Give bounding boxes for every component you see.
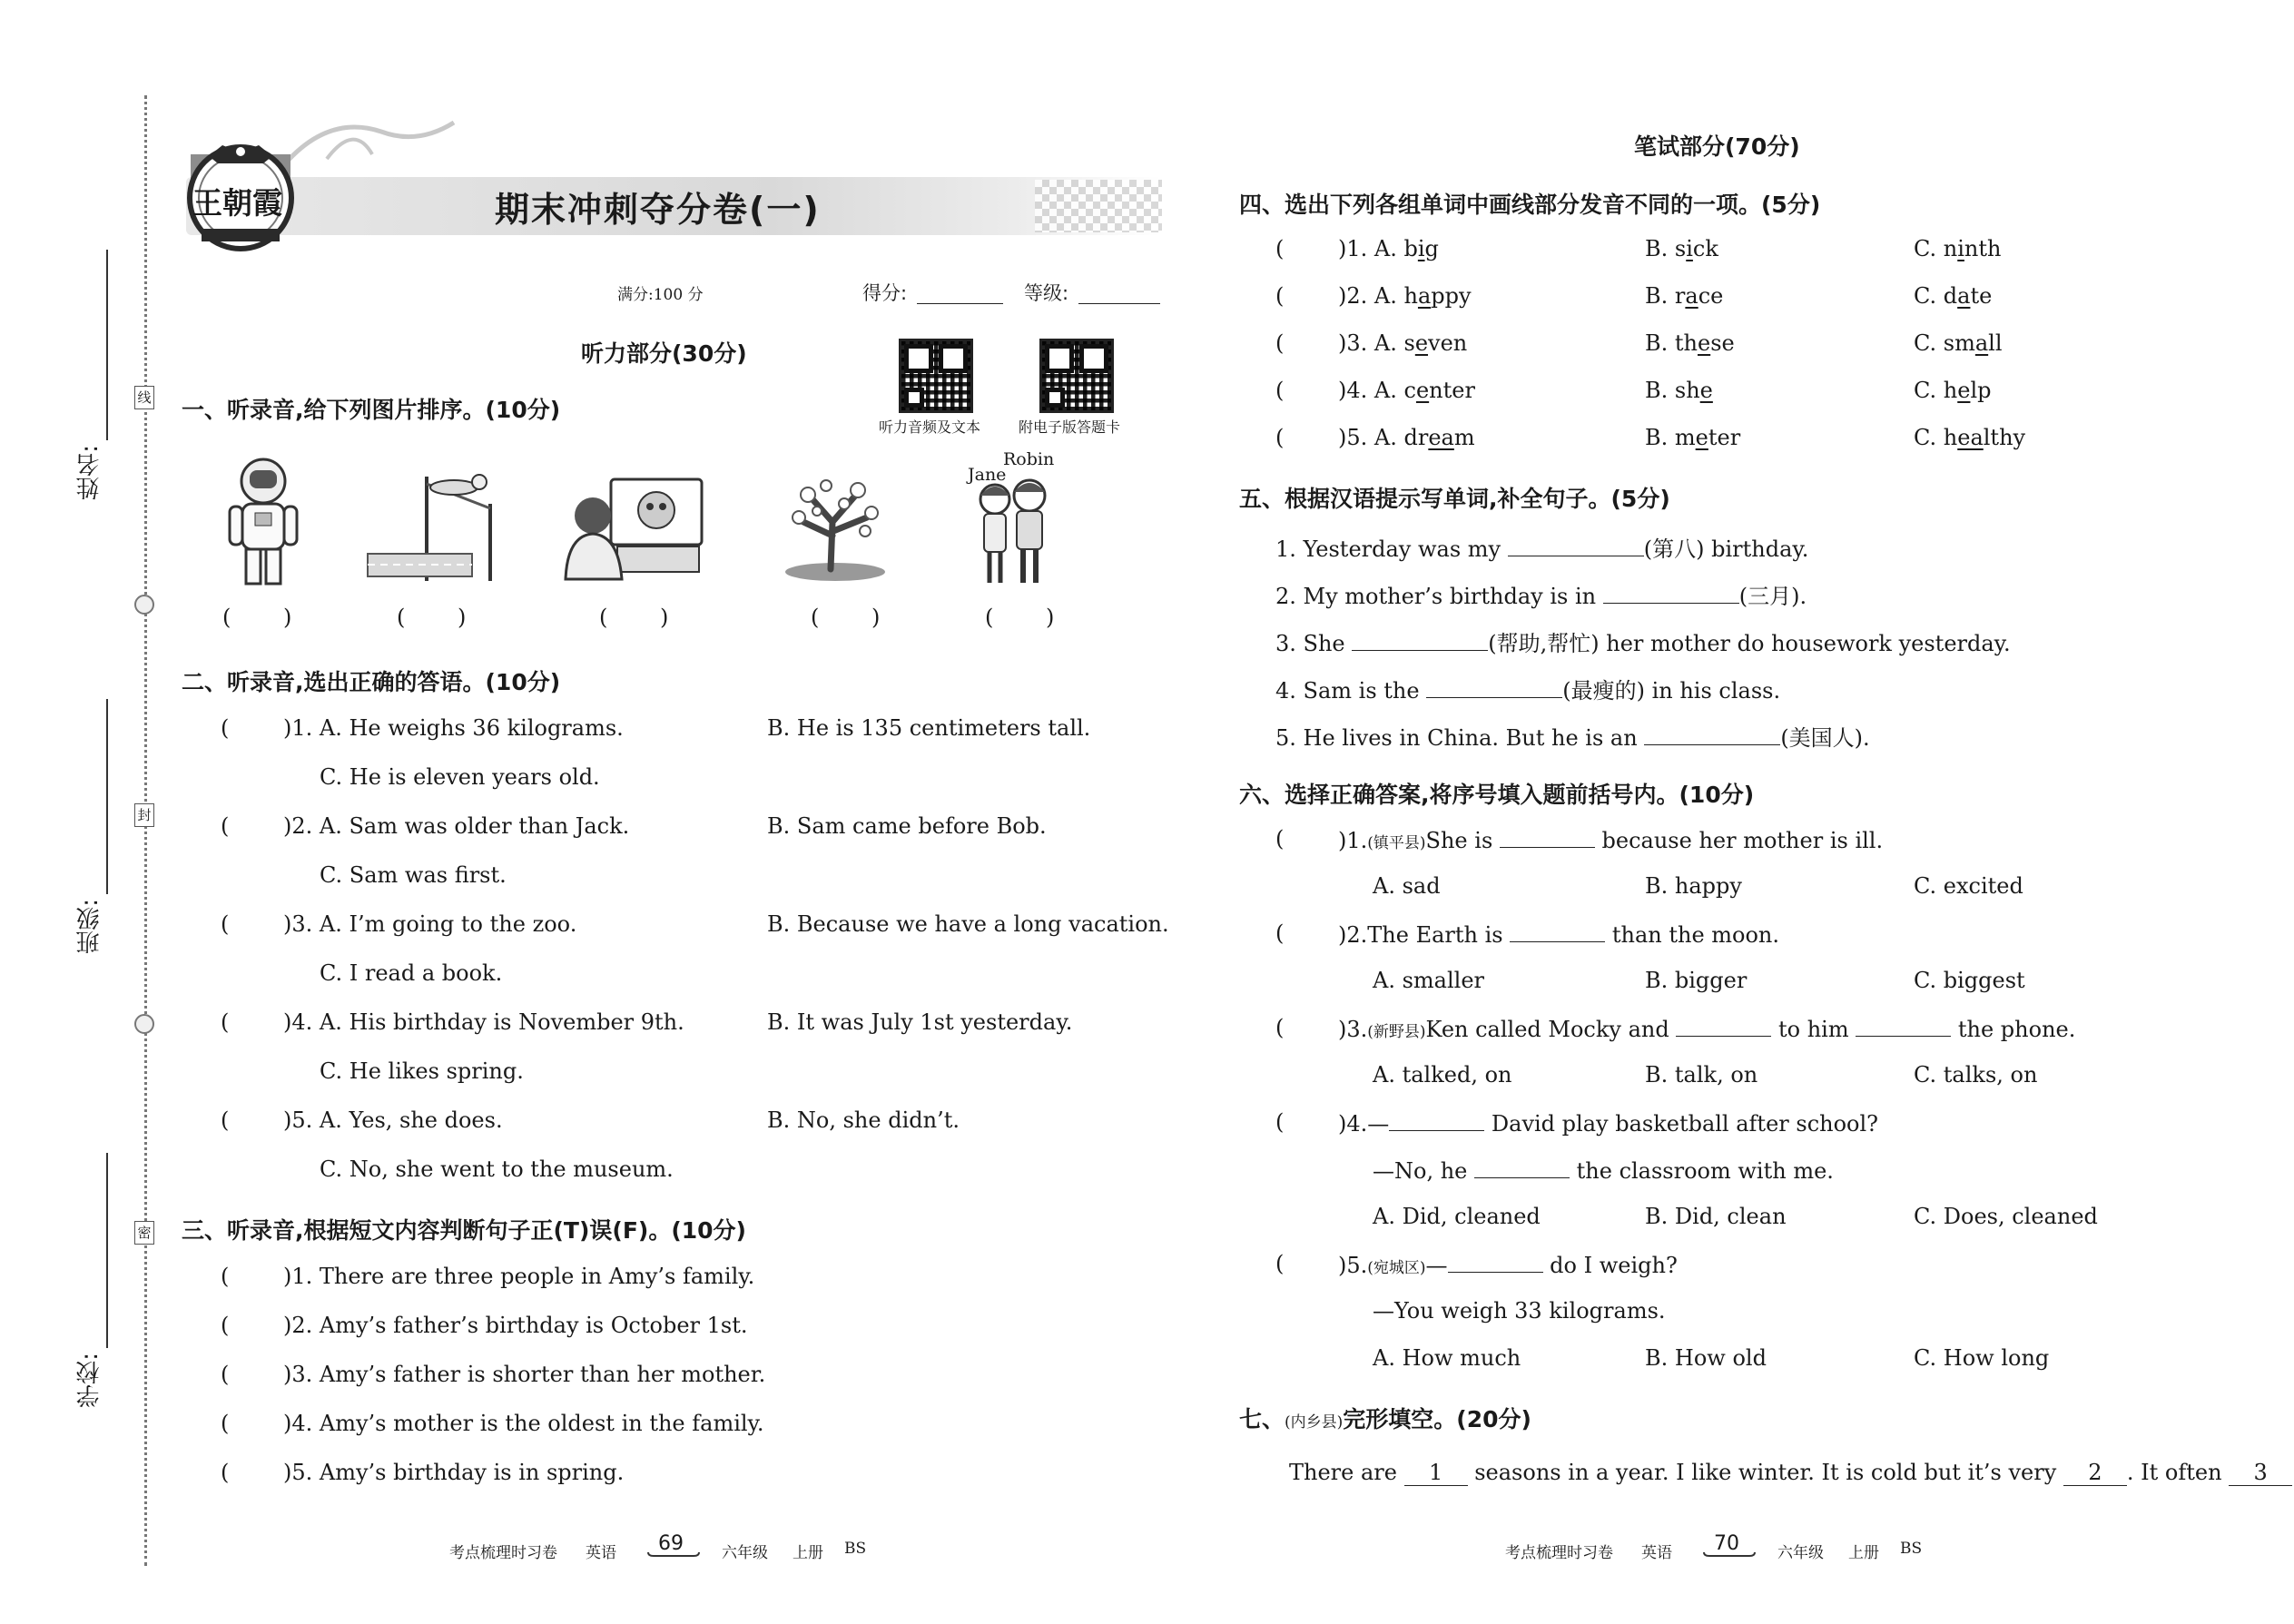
class-label: 班级: <box>76 899 103 954</box>
answer-bracket: ) <box>1046 605 1055 630</box>
option-c: C. biggest <box>1914 968 2025 993</box>
answer-bracket: ) <box>871 605 881 630</box>
answer-bracket-open[interactable]: ( <box>221 1009 230 1035</box>
watching-tv-picture <box>558 472 713 586</box>
option-c: C. How long <box>1914 1345 2050 1371</box>
answer-bracket: ) <box>458 605 467 630</box>
option-a: A. talked, on <box>1373 1062 1512 1088</box>
answer-bracket-open[interactable]: ( <box>1275 283 1285 309</box>
answer-bracket-open[interactable]: ( <box>221 1460 230 1485</box>
option-c: C. Does, cleaned <box>1914 1204 2098 1229</box>
name-jane: Jane <box>968 465 1007 485</box>
binding-ring <box>134 595 154 615</box>
seal-char-secret: 密 <box>134 1221 154 1245</box>
footer-series: 考点梳理时习卷 <box>1505 1544 1613 1562</box>
option-c: C. small <box>1914 330 2003 356</box>
seal-char-seal: 封 <box>134 803 154 827</box>
answer-bracket[interactable]: ( <box>599 605 608 630</box>
answer-bracket: ) <box>283 605 292 630</box>
answer-bracket-open[interactable]: ( <box>221 1362 230 1387</box>
ribbon-decoration <box>272 104 463 177</box>
question-line: )3. A. I’m going to the zoo. <box>283 911 577 937</box>
fill-blank[interactable] <box>1603 582 1739 604</box>
fill-blank[interactable] <box>1352 629 1488 651</box>
fill-sentence: 3. She (帮助,帮忙) her mother do housework yesterday. <box>1275 631 2011 656</box>
fill-blank[interactable] <box>1474 1156 1570 1178</box>
option-b: B. talk, on <box>1645 1062 1758 1088</box>
footer-edition: BS <box>844 1540 867 1558</box>
option-c: C. help <box>1914 378 1992 403</box>
footer-grade: 六年级 <box>722 1544 768 1562</box>
answer-bracket-open[interactable]: ( <box>1275 425 1285 450</box>
question-line: )1. A. He weighs 36 kilograms. <box>283 715 624 741</box>
listening-heading: 听力部分(30分) <box>581 340 747 367</box>
answer-bracket-open[interactable]: ( <box>221 911 230 937</box>
class-line <box>106 699 108 894</box>
option-a: A. smaller <box>1373 968 1484 993</box>
qr-code-answer-card[interactable] <box>1039 339 1114 413</box>
qr-caption-audio: 听力音频及文本 <box>879 418 981 436</box>
option-a: )3. A. seven <box>1338 330 1468 356</box>
fill-sentence: 4. Sam is the (最瘦的) in his class. <box>1275 678 1781 704</box>
fill-blank[interactable] <box>1389 1109 1484 1131</box>
answer-bracket-open[interactable]: ( <box>1275 1015 1285 1040</box>
answer-bracket[interactable]: ( <box>811 605 820 630</box>
page-number-bracket <box>646 1534 701 1558</box>
title-checker-pattern <box>1035 180 1162 232</box>
question-line: )5. A. Yes, she does. <box>283 1107 503 1133</box>
fill-sentence: 1. Yesterday was my (第八) birthday. <box>1275 536 1809 562</box>
answer-bracket-open[interactable]: ( <box>1275 378 1285 403</box>
logo-text: 王朝霞 <box>192 185 282 221</box>
option-b: B. He is 135 centimeters tall. <box>767 715 1091 741</box>
option-c: C. No, she went to the museum. <box>320 1156 674 1182</box>
option-b: B. Sam came before Bob. <box>767 813 1047 839</box>
section1-heading: 一、听录音,给下列图片排序。(10分) <box>182 397 561 423</box>
answer-bracket-open[interactable]: ( <box>1275 826 1285 851</box>
option-a: A. How much <box>1373 1345 1521 1371</box>
page-number: 69 <box>658 1532 684 1555</box>
option-c: C. excited <box>1914 873 2023 899</box>
page-number: 70 <box>1714 1532 1739 1555</box>
page-title: 期末冲刺夺分卷(一) <box>495 190 821 230</box>
option-c: C. Sam was first. <box>320 862 507 888</box>
option-b: B. meter <box>1645 425 1741 450</box>
astronaut-picture <box>222 454 304 590</box>
option-b: B. race <box>1645 283 1724 309</box>
option-b: B. It was July 1st yesterday. <box>767 1009 1073 1035</box>
option-a: )2. A. happy <box>1338 283 1472 309</box>
footer-grade: 六年级 <box>1777 1544 1824 1562</box>
school-label: 学校: <box>76 1353 103 1408</box>
footer-subject: 英语 <box>1641 1544 1672 1562</box>
answer-bracket: ) <box>660 605 669 630</box>
question-line: )2.The Earth is than the moon. <box>1338 922 1780 948</box>
question-line: )4. A. His birthday is November 9th. <box>283 1009 684 1035</box>
fill-sentence: 5. He lives in China. But he is an (美国人). <box>1275 725 1870 751</box>
option-b: B. Did, clean <box>1645 1204 1787 1229</box>
statement-line: )4. Amy’s mother is the oldest in the family. <box>283 1411 764 1436</box>
answer-bracket-open[interactable]: ( <box>221 813 230 839</box>
question-line: )1.(镇平县)She is because her mother is ill. <box>1338 828 1884 853</box>
binding-dotted-line <box>144 95 147 1566</box>
footer-subject: 英语 <box>586 1544 616 1562</box>
name-label: 姓名: <box>76 445 103 500</box>
footer-term: 上册 <box>793 1544 823 1562</box>
answer-bracket-open[interactable]: ( <box>221 1264 230 1289</box>
section6-heading: 六、选择正确答案,将序号填入题前括号内。(10分) <box>1239 782 1755 808</box>
footer-edition: BS <box>1900 1540 1923 1558</box>
fill-blank[interactable] <box>1508 535 1644 556</box>
children-picture <box>971 472 1058 590</box>
answer-bracket-open[interactable]: ( <box>221 1107 230 1133</box>
written-heading: 笔试部分(70分) <box>1634 133 1800 160</box>
answer-bracket[interactable]: ( <box>222 605 231 630</box>
section3-heading: 三、听录音,根据短文内容判断句子正(T)误(F)。(10分) <box>182 1217 746 1244</box>
fill-blank[interactable] <box>1448 1251 1543 1273</box>
option-c: C. ninth <box>1914 236 2002 261</box>
answer-bracket-open[interactable]: ( <box>1275 920 1285 946</box>
statement-line: )2. Amy’s father’s birthday is October 1st. <box>283 1313 748 1338</box>
high-jump-picture <box>363 468 499 586</box>
score-blank[interactable] <box>917 303 1003 304</box>
answer-bracket-open[interactable]: ( <box>1275 1109 1285 1135</box>
name-line <box>106 250 108 440</box>
cloze-passage: There are 1 seasons in a year. I like winter. It is cold but it’s very 2 . It often 3 <box>1289 1460 2292 1486</box>
option-b: B. How old <box>1645 1345 1767 1371</box>
section7-heading: 七、(内乡县)完形填空。(20分) <box>1239 1406 1531 1432</box>
option-a: A. Did, cleaned <box>1373 1204 1541 1229</box>
option-b: B. she <box>1645 378 1713 403</box>
answer-bracket[interactable]: ( <box>397 605 406 630</box>
answer-bracket-open[interactable]: ( <box>221 1411 230 1436</box>
answer-bracket-open[interactable]: ( <box>221 715 230 741</box>
option-a: )4. A. center <box>1338 378 1475 403</box>
option-a: A. sad <box>1373 873 1441 899</box>
grade-label: 等级: <box>1024 282 1069 304</box>
section2-heading: 二、听录音,选出正确的答语。(10分) <box>182 669 561 695</box>
question-line-2: —You weigh 33 kilograms. <box>1373 1298 1666 1324</box>
fill-blank[interactable] <box>1426 676 1562 698</box>
qr-caption-answer-card: 附电子版答题卡 <box>1019 418 1121 436</box>
cloze-blank[interactable]: 1 <box>1404 1460 1468 1486</box>
school-line <box>106 1153 108 1348</box>
option-a: )5. A. dream <box>1338 425 1475 450</box>
option-a: )1. A. big <box>1338 236 1439 261</box>
fill-blank[interactable] <box>1510 920 1605 942</box>
question-line: )5.(宛城区)— do I weigh? <box>1338 1253 1678 1278</box>
question-line: )4.— David play basketball after school? <box>1338 1111 1879 1137</box>
option-b: B. happy <box>1645 873 1742 899</box>
option-b: B. these <box>1645 330 1735 356</box>
option-c: C. He is eleven years old. <box>320 764 600 790</box>
qr-code-audio[interactable] <box>899 339 973 413</box>
statement-line: )5. Amy’s birthday is in spring. <box>283 1460 625 1485</box>
grade-blank[interactable] <box>1078 303 1160 304</box>
section4-heading: 四、选出下列各组单词中画线部分发音不同的一项。(5分) <box>1239 192 1821 218</box>
cloze-blank[interactable]: 2 <box>2063 1460 2127 1486</box>
fill-sentence: 2. My mother’s birthday is in (三月). <box>1275 584 1807 609</box>
name-robin: Robin <box>1003 449 1055 469</box>
option-c: C. healthy <box>1914 425 2026 450</box>
fill-blank[interactable] <box>1644 723 1780 745</box>
footer-term: 上册 <box>1848 1544 1879 1562</box>
answer-bracket-open[interactable]: ( <box>1275 236 1285 261</box>
option-c: C. talks, on <box>1914 1062 2038 1088</box>
fill-blank[interactable] <box>1500 826 1595 848</box>
question-line: )3.(新野县)Ken called Mocky and to him the phone. <box>1338 1017 2076 1042</box>
tree-picture <box>776 468 894 586</box>
option-c: C. I read a book. <box>320 960 503 986</box>
option-b: B. sick <box>1645 236 1718 261</box>
option-b: B. Because we have a long vacation. <box>767 911 1169 937</box>
fill-blank[interactable] <box>1856 1015 1951 1037</box>
answer-bracket-open[interactable]: ( <box>1275 1251 1285 1276</box>
cloze-blank[interactable]: 3 <box>2229 1460 2292 1486</box>
option-c: C. date <box>1914 283 1993 309</box>
score-label: 得分: <box>862 282 908 304</box>
seal-char-line: 线 <box>134 386 154 409</box>
statement-line: )1. There are three people in Amy’s family. <box>283 1264 755 1289</box>
fill-blank[interactable] <box>1676 1015 1771 1037</box>
question-line-2: —No, he the classroom with me. <box>1373 1158 1834 1184</box>
answer-bracket-open[interactable]: ( <box>1275 330 1285 356</box>
question-line: )2. A. Sam was older than Jack. <box>283 813 630 839</box>
footer-series: 考点梳理时习卷 <box>449 1544 557 1562</box>
section5-heading: 五、根据汉语提示写单词,补全句子。(5分) <box>1239 486 1670 512</box>
option-c: C. He likes spring. <box>320 1058 524 1084</box>
answer-bracket-open[interactable]: ( <box>221 1313 230 1338</box>
page-number-bracket <box>1702 1534 1757 1558</box>
answer-bracket[interactable]: ( <box>985 605 994 630</box>
binding-ring <box>134 1014 154 1034</box>
statement-line: )3. Amy’s father is shorter than her mother. <box>283 1362 766 1387</box>
option-b: B. No, she didn’t. <box>767 1107 960 1133</box>
score-total: 满分:100 分 <box>617 286 704 304</box>
option-b: B. bigger <box>1645 968 1748 993</box>
